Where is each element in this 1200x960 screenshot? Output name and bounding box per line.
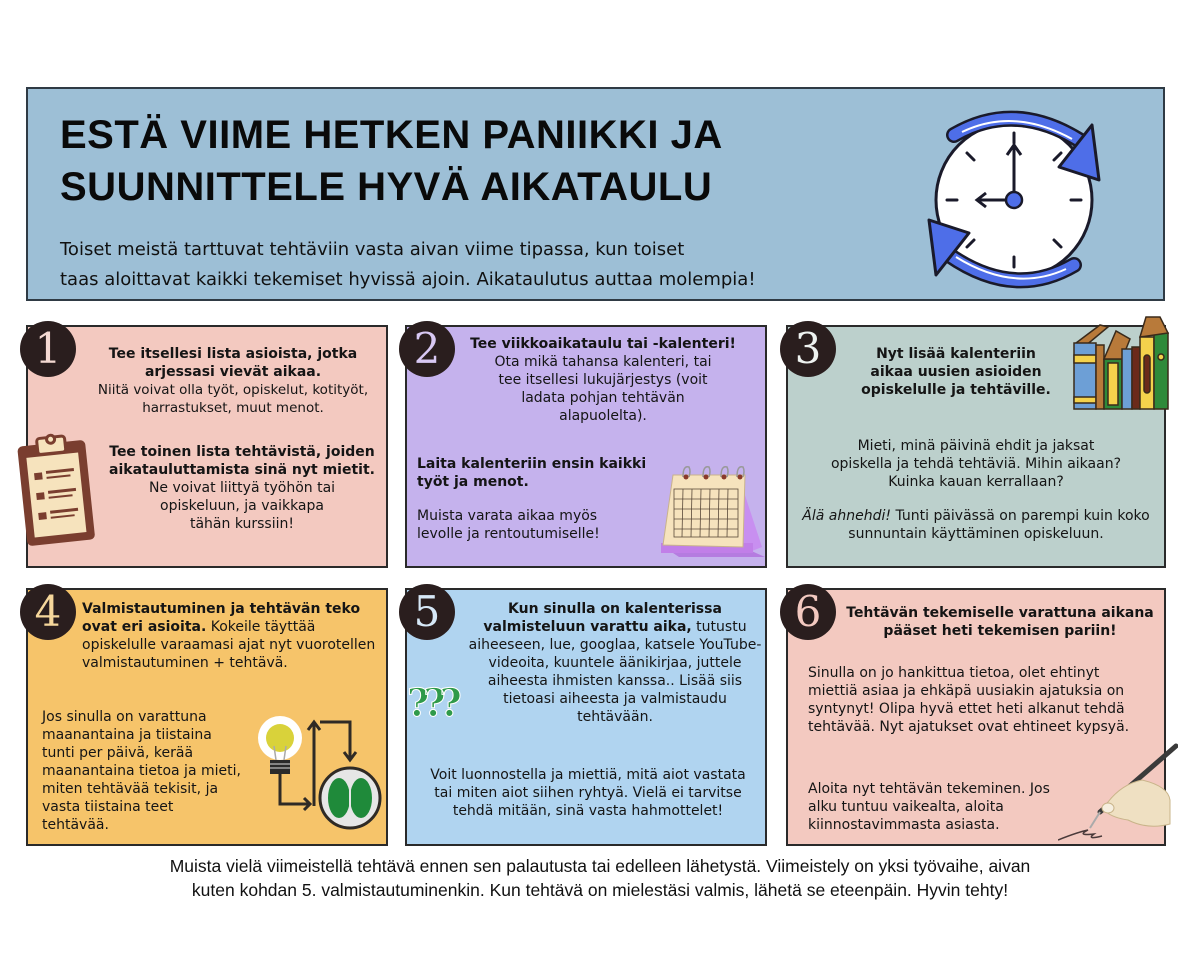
step-2-heading: Tee viikkoaikataulu tai -kalenteri! <box>470 336 736 352</box>
desk-calendar-icon <box>657 457 772 565</box>
step-3-text: Mieti, minä päivinä ehdit ja jaksat opiskella ja tehdä tehtäviä. Mihin aikaan? Kuinka kauan kerrallaan? <box>830 438 1122 490</box>
step-3-emphasis: Älä ahnehdi! <box>802 508 891 524</box>
step-card-5 <box>405 588 767 846</box>
step-4-subtext: Jos sinulla on varattuna maanantaina ja tiistaina tunti per päivä, kerää maanantaina tietoa ja mieti, miten tehtävää tekisit, ja vasta tiistaina teet tehtävää. <box>42 709 241 833</box>
step-4-text: Kokeile täyttää opiskelulle varaamasi ajat nyt vuorotellen valmistautuminen + tehtävä. <box>82 619 376 671</box>
title-line-2: SUUNNITTELE HYVÄ AIKATAULU <box>60 165 713 209</box>
step-number-badge: 2 <box>399 321 455 377</box>
question-marks-icon: ??? <box>407 680 456 725</box>
step-number-badge: 6 <box>780 584 836 640</box>
step-3-heading: Nyt lisää kalenteriin aikaa uusien asioiden opiskelulle ja tehtäville. <box>861 346 1051 398</box>
step-1-heading: Tee itsellesi lista asioista, jotka arjessasi vievät aikaa. <box>108 346 358 380</box>
step-number-badge: 1 <box>20 321 76 377</box>
step-number-badge: 3 <box>780 321 836 377</box>
step-2-text: Ota mikä tahansa kalenteri, tai tee itsellesi lukujärjestys (voit ladata pohjan tehtävän alapuolelta). <box>494 354 712 424</box>
intro-line-2: taas aloittavat kaikki tekemiset hyvissä ajoin. Aikataulutus auttaa molempia! <box>60 269 756 290</box>
footer-line-2: kuten kohdan 5. valmistautuminenkin. Kun tehtävä on mielestäsi valmis, lähetä se eteenpäin. Hyvin tehty! <box>191 880 1009 900</box>
step-card-2 <box>405 325 767 568</box>
intro-text <box>60 235 890 295</box>
step-5-text: tutustu aiheeseen, lue, googlaa, katsele YouTube-videoita, kuuntele äänikirjaa, juttele aiheesta ihmisten kanssa.. Lisää siis tietoasi aiheesta ja valmistaudu tehtävään. <box>468 619 762 725</box>
step-1-subtext: Ne voivat liittyä työhön tai opiskeluun, ja vaikkapa tähän kurssiin! <box>148 480 336 532</box>
step-5-subtext: Voit luonnostella ja miettiä, mitä aiot vastata tai miten aiot siihen ryhtyä. Vielä ei tarvitse tehdä mitään, sinä vasta hahmottelet! <box>430 767 746 819</box>
page-title <box>60 109 860 213</box>
title-line-1: ESTÄ VIIME HETKEN PANIIKKI JA <box>60 113 723 157</box>
step-6-text: Sinulla on jo hankittua tietoa, olet ehtinyt miettiä asiaa ja ehkäpä uusiakin ajatuksia on syntynyt! Olipa hyvä ettet heti alkanut tehdä tehtävää. Nyt ajatukset ovat ehtineet kypsyä. <box>808 665 1130 735</box>
step-4-heading: Valmistautuminen ja tehtävän teko ovat eri asioita. <box>82 601 361 635</box>
step-card-1 <box>26 325 388 568</box>
step-card-6 <box>786 588 1166 846</box>
footer-line-1: Muista vielä viimeistellä tehtävä ennen sen palautusta tai edelleen lähetystä. Viimeistely on yksi työvaihe, aivan <box>169 856 1031 876</box>
step-3-subtext: Tunti päivässä on parempi kuin koko sunnuntain käyttäminen opiskeluun. <box>848 508 1150 542</box>
step-1-subheading: Tee toinen lista tehtävistä, joiden aikatauluttamista sinä nyt mietit. <box>109 444 375 478</box>
step-6-subtext: Aloita nyt tehtävän tekeminen. Jos alku tuntuu vaikealta, aloita kiinnostavimmasta asiasta. <box>808 781 1050 833</box>
header-banner <box>26 87 1165 301</box>
step-5-heading: Kun sinulla on kalenterissa valmisteluun varattu aika, <box>483 601 722 635</box>
clock-with-cycle-arrows-icon <box>914 105 1114 290</box>
clipboard-checklist-icon <box>16 431 96 549</box>
step-number-badge: 5 <box>399 584 455 640</box>
step-card-3 <box>786 325 1166 568</box>
intro-line-1: Toiset meistä tarttuvat tehtäviin vasta aivan viime tipassa, kun toiset <box>60 239 685 260</box>
step-2-subtext: Muista varata aikaa myös levolle ja rentoutumiselle! <box>417 508 600 542</box>
step-card-4 <box>26 588 388 846</box>
hand-writing-pen-icon <box>1058 740 1178 850</box>
footer-note <box>20 854 1180 902</box>
step-number-badge: 4 <box>20 584 76 640</box>
step-6-heading: Tehtävän tekemiselle varattuna aikana pääset heti tekemisen pariin! <box>846 605 1154 639</box>
books-icon <box>1070 313 1170 411</box>
step-1-text: Niitä voivat olla työt, opiskelut, kotityöt, harrastukset, muut menot. <box>97 382 369 416</box>
step-2-subheading: Laita kalenteriin ensin kaikki työt ja menot. <box>417 456 647 490</box>
lightbulb-brain-cycle-icon <box>254 708 384 838</box>
